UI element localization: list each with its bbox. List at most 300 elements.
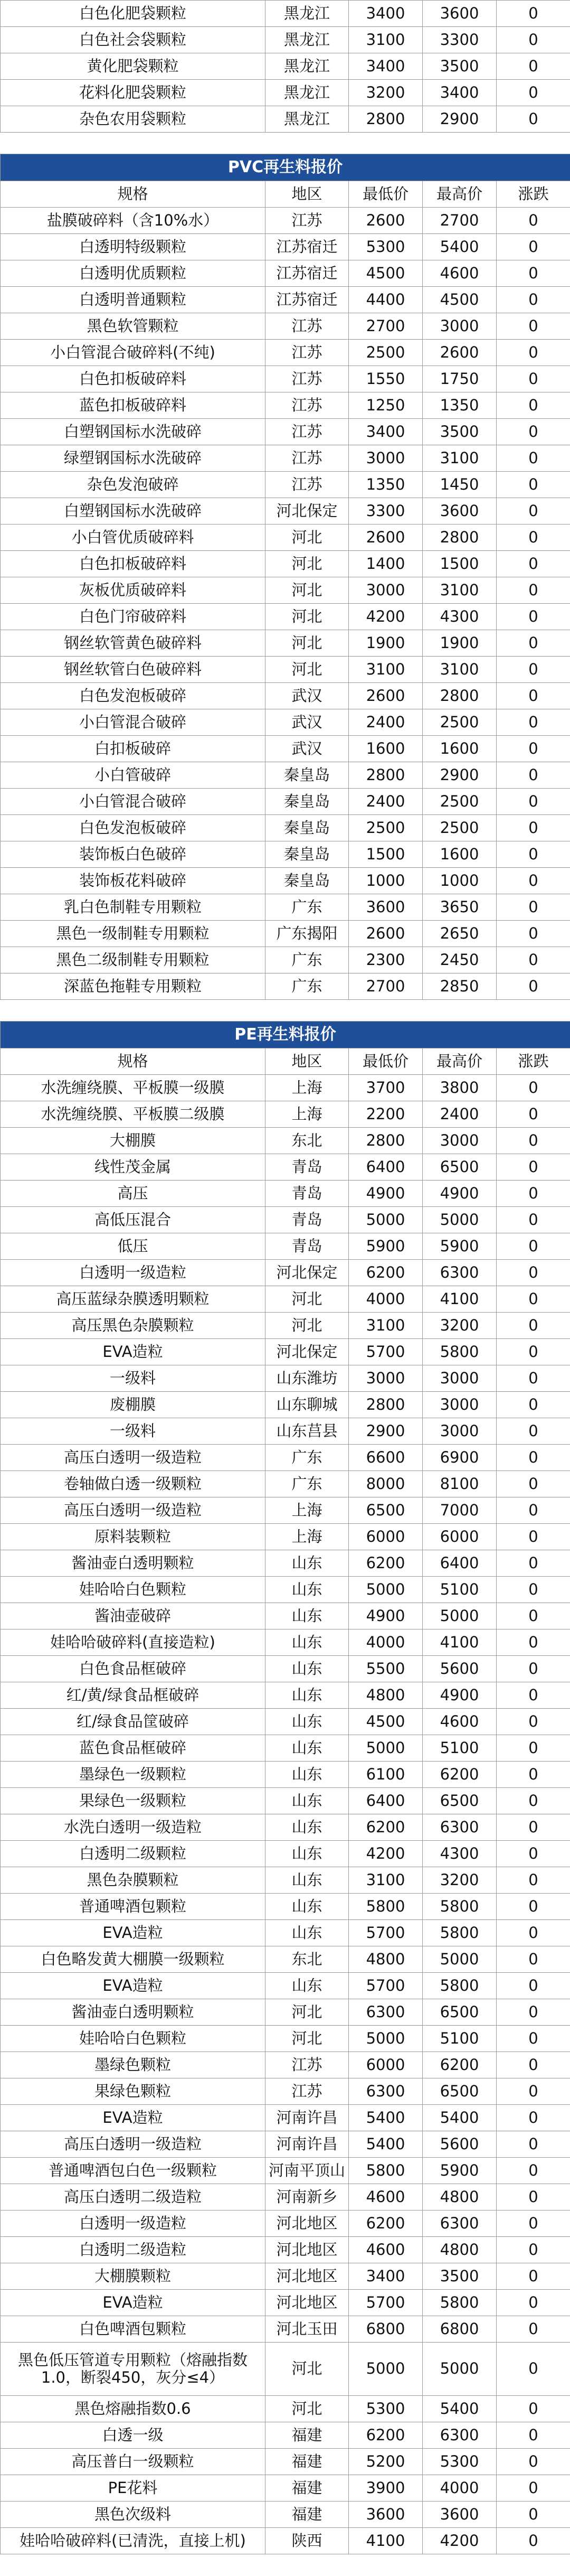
pe-max-price-cell: 3000 [423, 1365, 497, 1392]
pvc-max-price-cell: 1450 [423, 472, 497, 498]
pvc-region-cell: 河北 [265, 604, 349, 630]
pe-change-cell: 0 [497, 1999, 570, 2026]
pvc-max-price-cell: 1000 [423, 868, 497, 894]
pe-table-row [1, 1550, 570, 1577]
pe-spec-cell: 酱油壶白透明颗粒 [1, 1550, 265, 1577]
top-min-price-cell: 3400 [349, 53, 423, 80]
pe-min-price-cell: 2200 [349, 1101, 423, 1128]
pvc-min-price-cell: 4400 [349, 287, 423, 313]
pe-min-price-cell: 5000 [349, 2026, 423, 2052]
pe-change-cell: 0 [497, 1735, 570, 1762]
pvc-max-price-cell: 1900 [423, 630, 497, 657]
pe-table-row [1, 1497, 570, 1524]
pvc-spec-cell: 白色扣板破碎料 [1, 366, 265, 392]
pe-region-cell: 山东 [265, 1735, 349, 1762]
pe-change-cell: 0 [497, 2078, 570, 2105]
pvc-header-min-price: 最低价 [349, 181, 423, 208]
pe-table-row [1, 1207, 570, 1233]
pvc-table-row [1, 366, 570, 392]
pvc-region-cell: 河北保定 [265, 498, 349, 524]
pvc-spec-cell: 白色发泡板破碎 [1, 815, 265, 841]
section-gap [0, 1000, 570, 1021]
pe-change-cell: 0 [497, 1207, 570, 1233]
pe-region-cell: 福建 [265, 2475, 349, 2502]
pe-region-cell: 山东 [265, 1920, 349, 1946]
pe-table-row [1, 2422, 570, 2449]
pvc-region-cell: 江苏宿迁 [265, 260, 349, 287]
pe-min-price-cell: 6300 [349, 2078, 423, 2105]
pe-table-row [1, 1075, 570, 1101]
pe-region-cell: 河北地区 [265, 2237, 349, 2263]
pe-max-price-cell: 5600 [423, 2131, 497, 2158]
pvc-max-price-cell: 2800 [423, 683, 497, 709]
pe-region-cell: 山东 [265, 1577, 349, 1603]
pe-spec-cell: 高压白透明一级造粒 [1, 2131, 265, 2158]
pe-change-cell: 0 [497, 2158, 570, 2184]
pe-spec-cell: 娃哈哈白色颗粒 [1, 1577, 265, 1603]
pvc-table-body [1, 208, 570, 1000]
pe-spec-cell: 白透明二级颗粒 [1, 1841, 265, 1867]
pe-table-row [1, 2396, 570, 2422]
pvc-table-row [1, 815, 570, 841]
pvc-header-row [1, 181, 570, 208]
pe-spec-cell: 水洗缠绕膜、平板膜二级膜 [1, 1101, 265, 1128]
pe-region-cell: 广东 [265, 1445, 349, 1471]
top-max-price-cell: 3500 [423, 53, 497, 80]
pvc-change-cell: 0 [497, 683, 570, 709]
pvc-table-row [1, 657, 570, 683]
pvc-header-change: 涨跌 [497, 181, 570, 208]
pvc-table-row [1, 260, 570, 287]
pe-table-row [1, 2449, 570, 2475]
pe-change-cell: 0 [497, 1075, 570, 1101]
pe-table-row [1, 2210, 570, 2237]
top-spec-cell: 黄化肥袋颗粒 [1, 53, 265, 80]
pvc-region-cell: 秦皇岛 [265, 789, 349, 815]
pe-change-cell: 0 [497, 1365, 570, 1392]
pe-min-price-cell: 6400 [349, 1154, 423, 1181]
pvc-max-price-cell: 1600 [423, 736, 497, 762]
pvc-change-cell: 0 [497, 472, 570, 498]
pe-table-row [1, 1392, 570, 1418]
pe-title-row [1, 1022, 570, 1048]
top-max-price-cell: 3400 [423, 80, 497, 106]
pe-spec-cell: EVA造粒 [1, 2105, 265, 2131]
pe-spec-cell: 白色食品框破碎 [1, 1656, 265, 1682]
pvc-max-price-cell: 3000 [423, 313, 497, 340]
pe-min-price-cell: 6300 [349, 1999, 423, 2026]
pe-max-price-cell: 4600 [423, 1709, 497, 1735]
pe-change-cell: 0 [497, 2316, 570, 2343]
pe-region-cell: 山东 [265, 1709, 349, 1735]
pe-min-price-cell: 3100 [349, 1867, 423, 1894]
pvc-max-price-cell: 1600 [423, 841, 497, 868]
pe-min-price-cell: 5000 [349, 1735, 423, 1762]
pe-change-cell: 0 [497, 2396, 570, 2422]
pe-change-cell: 0 [497, 1392, 570, 1418]
pe-max-price-cell: 5300 [423, 2449, 497, 2475]
pvc-change-cell: 0 [497, 419, 570, 445]
pvc-table-row [1, 208, 570, 234]
pvc-price-table [0, 154, 570, 1000]
pe-min-price-cell: 6200 [349, 1814, 423, 1841]
pvc-max-price-cell: 1350 [423, 392, 497, 419]
pe-spec-cell: 一级料 [1, 1418, 265, 1445]
pvc-change-cell: 0 [497, 577, 570, 604]
pvc-change-cell: 0 [497, 841, 570, 868]
pvc-max-price-cell: 2800 [423, 524, 497, 551]
pe-change-cell: 0 [497, 1286, 570, 1313]
pe-spec-cell: 高压白透明一级造粒 [1, 1497, 265, 1524]
pe-region-cell: 山东 [265, 1762, 349, 1788]
pe-min-price-cell: 5300 [349, 2396, 423, 2422]
pe-min-price-cell: 6400 [349, 1788, 423, 1814]
pvc-spec-cell: 白透明特级颗粒 [1, 234, 265, 260]
pe-table-row [1, 2078, 570, 2105]
top-max-price-cell: 3600 [423, 1, 497, 27]
pe-max-price-cell: 5600 [423, 1656, 497, 1682]
pe-spec-cell: 白色啤酒包颗粒 [1, 2316, 265, 2343]
pe-spec-cell: 娃哈哈白色颗粒 [1, 2026, 265, 2052]
pe-spec-cell: 白透明一级造粒 [1, 1260, 265, 1286]
pe-region-cell: 山东聊城 [265, 1392, 349, 1418]
pe-change-cell: 0 [497, 1920, 570, 1946]
pvc-change-cell: 0 [497, 630, 570, 657]
pe-max-price-cell: 4000 [423, 2475, 497, 2502]
pe-change-cell: 0 [497, 2105, 570, 2131]
pe-spec-cell: 高压普白一级颗粒 [1, 2449, 265, 2475]
pvc-region-cell: 江苏宿迁 [265, 287, 349, 313]
pe-table-row [1, 1735, 570, 1762]
pvc-change-cell: 0 [497, 366, 570, 392]
pe-table-row [1, 1445, 570, 1471]
pvc-min-price-cell: 1400 [349, 551, 423, 577]
pe-spec-cell: 果绿色一级颗粒 [1, 1788, 265, 1814]
pvc-min-price-cell: 2800 [349, 762, 423, 789]
pvc-header-spec: 规格 [1, 181, 265, 208]
pe-section-title: PE再生料报价 [1, 1022, 570, 1048]
pe-min-price-cell: 5000 [349, 1577, 423, 1603]
pe-table-row [1, 1814, 570, 1841]
pe-change-cell: 0 [497, 2449, 570, 2475]
pvc-region-cell: 河北 [265, 630, 349, 657]
pe-spec-cell: 高压 [1, 1181, 265, 1207]
pe-max-price-cell: 6300 [423, 2210, 497, 2237]
pe-change-cell: 0 [497, 2422, 570, 2449]
pe-region-cell: 福建 [265, 2422, 349, 2449]
pvc-table-row [1, 789, 570, 815]
pe-min-price-cell: 5800 [349, 1894, 423, 1920]
pe-table-row [1, 1313, 570, 1339]
pe-region-cell: 广东 [265, 1471, 349, 1497]
pvc-region-cell: 秦皇岛 [265, 868, 349, 894]
pe-table-row [1, 1841, 570, 1867]
top-change-cell: 0 [497, 53, 570, 80]
pe-change-cell: 0 [497, 1603, 570, 1629]
top-table-row [1, 106, 570, 133]
pe-region-cell: 山东 [265, 1629, 349, 1656]
pe-region-cell: 福建 [265, 2449, 349, 2475]
pvc-change-cell: 0 [497, 287, 570, 313]
pvc-min-price-cell: 1600 [349, 736, 423, 762]
pe-max-price-cell: 6300 [423, 1814, 497, 1841]
pe-max-price-cell: 3500 [423, 2263, 497, 2290]
pe-change-cell: 0 [497, 1709, 570, 1735]
pvc-min-price-cell: 4500 [349, 260, 423, 287]
pe-min-price-cell: 5700 [349, 2290, 423, 2316]
pe-region-cell: 上海 [265, 1101, 349, 1128]
pvc-max-price-cell: 3600 [423, 498, 497, 524]
pe-min-price-cell: 5000 [349, 1207, 423, 1233]
top-spec-cell: 花料化肥袋颗粒 [1, 80, 265, 106]
pvc-table-row [1, 921, 570, 947]
pe-spec-cell: 酱油壶破碎 [1, 1603, 265, 1629]
pe-min-price-cell: 4900 [349, 1181, 423, 1207]
pe-table-row [1, 2026, 570, 2052]
pe-table-row [1, 2184, 570, 2210]
pe-change-cell: 0 [497, 2290, 570, 2316]
pvc-table-row [1, 577, 570, 604]
pe-spec-cell: 大棚膜颗粒 [1, 2263, 265, 2290]
pe-max-price-cell: 4100 [423, 1286, 497, 1313]
pe-region-cell: 河北地区 [265, 2210, 349, 2237]
pe-table-row [1, 1629, 570, 1656]
pe-max-price-cell: 6300 [423, 1260, 497, 1286]
pe-spec-cell: 低压 [1, 1233, 265, 1260]
pe-max-price-cell: 5100 [423, 1735, 497, 1762]
pe-table-row [1, 1471, 570, 1497]
pvc-max-price-cell: 2500 [423, 815, 497, 841]
pvc-spec-cell: 乳白色制鞋专用颗粒 [1, 894, 265, 921]
top-change-cell: 0 [497, 106, 570, 133]
pe-change-cell: 0 [497, 1550, 570, 1577]
pvc-min-price-cell: 3000 [349, 445, 423, 472]
pvc-change-cell: 0 [497, 657, 570, 683]
pvc-max-price-cell: 3650 [423, 894, 497, 921]
pvc-min-price-cell: 3300 [349, 498, 423, 524]
pe-header-region: 地区 [265, 1048, 349, 1075]
top-region-cell: 黑龙江 [265, 27, 349, 53]
pvc-region-cell: 广东 [265, 973, 349, 1000]
pvc-spec-cell: 白塑钢国标水洗破碎 [1, 498, 265, 524]
pvc-header-max-price: 最高价 [423, 181, 497, 208]
pe-region-cell: 河北 [265, 1286, 349, 1313]
pe-change-cell: 0 [497, 2475, 570, 2502]
pe-min-price-cell: 4600 [349, 2237, 423, 2263]
pe-spec-cell: 大棚膜 [1, 1128, 265, 1154]
pe-max-price-cell: 4300 [423, 1841, 497, 1867]
pe-spec-cell: 黑色次级料 [1, 2502, 265, 2528]
pvc-table-row [1, 604, 570, 630]
pe-spec-cell: 黑色熔融指数0.6 [1, 2396, 265, 2422]
pe-min-price-cell: 4200 [349, 1841, 423, 1867]
pvc-max-price-cell: 2500 [423, 709, 497, 736]
pe-change-cell: 0 [497, 1445, 570, 1471]
pvc-region-cell: 秦皇岛 [265, 815, 349, 841]
pe-max-price-cell: 6200 [423, 2052, 497, 2078]
pe-spec-cell: 白透明二级造粒 [1, 2237, 265, 2263]
pe-table-row [1, 1577, 570, 1603]
pe-min-price-cell: 5900 [349, 1233, 423, 1260]
top-max-price-cell: 3300 [423, 27, 497, 53]
pe-min-price-cell: 4600 [349, 2184, 423, 2210]
pe-max-price-cell: 3200 [423, 1867, 497, 1894]
pvc-min-price-cell: 2300 [349, 947, 423, 973]
pvc-max-price-cell: 2700 [423, 208, 497, 234]
pvc-region-cell: 江苏宿迁 [265, 234, 349, 260]
pvc-spec-cell: 钢丝软管白色破碎料 [1, 657, 265, 683]
pe-spec-cell: 白透明一级造粒 [1, 2210, 265, 2237]
pvc-table-row [1, 392, 570, 419]
pe-region-cell: 河北玉田 [265, 2316, 349, 2343]
pe-change-cell: 0 [497, 1682, 570, 1709]
pvc-change-cell: 0 [497, 551, 570, 577]
pe-min-price-cell: 4800 [349, 1946, 423, 1973]
pe-table-row [1, 1603, 570, 1629]
pvc-change-cell: 0 [497, 868, 570, 894]
top-region-cell: 黑龙江 [265, 1, 349, 27]
pe-table-row [1, 1682, 570, 1709]
top-min-price-cell: 3200 [349, 80, 423, 106]
pe-min-price-cell: 6100 [349, 1762, 423, 1788]
pvc-table-row [1, 234, 570, 260]
pvc-table-row [1, 947, 570, 973]
top-min-price-cell: 2800 [349, 106, 423, 133]
pe-spec-cell: EVA造粒 [1, 1973, 265, 1999]
pe-price-table [0, 1021, 570, 2554]
pvc-max-price-cell: 1500 [423, 551, 497, 577]
pvc-min-price-cell: 3100 [349, 657, 423, 683]
pe-max-price-cell: 6000 [423, 1524, 497, 1550]
pvc-max-price-cell: 1750 [423, 366, 497, 392]
pe-max-price-cell: 5000 [423, 1603, 497, 1629]
pvc-table-row [1, 973, 570, 1000]
pvc-spec-cell: 白色发泡板破碎 [1, 683, 265, 709]
pe-max-price-cell: 5900 [423, 2158, 497, 2184]
pe-change-cell: 0 [497, 1629, 570, 1656]
pe-max-price-cell: 5800 [423, 1973, 497, 1999]
pvc-region-cell: 江苏 [265, 472, 349, 498]
pvc-region-cell: 广东揭阳 [265, 921, 349, 947]
pe-region-cell: 河北 [265, 2026, 349, 2052]
pvc-min-price-cell: 2500 [349, 815, 423, 841]
pvc-table-row [1, 340, 570, 366]
pvc-spec-cell: 白透明优质颗粒 [1, 260, 265, 287]
pvc-min-price-cell: 5300 [349, 234, 423, 260]
pvc-min-price-cell: 1250 [349, 392, 423, 419]
pvc-table-row [1, 762, 570, 789]
top-spec-cell: 杂色农用袋颗粒 [1, 106, 265, 133]
pe-change-cell: 0 [497, 2237, 570, 2263]
pvc-min-price-cell: 2400 [349, 789, 423, 815]
pvc-spec-cell: 黑色软管颗粒 [1, 313, 265, 340]
pe-min-price-cell: 3400 [349, 2263, 423, 2290]
pvc-table-row [1, 313, 570, 340]
pe-spec-cell: 原料装颗粒 [1, 1524, 265, 1550]
pvc-table-row [1, 683, 570, 709]
pe-region-cell: 河北 [265, 1313, 349, 1339]
pe-table-row [1, 1973, 570, 1999]
pvc-table-row [1, 287, 570, 313]
pe-max-price-cell: 6400 [423, 1550, 497, 1577]
pe-min-price-cell: 6200 [349, 1550, 423, 1577]
pe-min-price-cell: 5700 [349, 1920, 423, 1946]
pvc-min-price-cell: 2600 [349, 921, 423, 947]
pvc-region-cell: 江苏 [265, 419, 349, 445]
pe-change-cell: 0 [497, 1128, 570, 1154]
pe-min-price-cell: 4100 [349, 2528, 423, 2554]
pvc-change-cell: 0 [497, 894, 570, 921]
pe-spec-cell: 酱油壶白透明颗粒 [1, 1999, 265, 2026]
pe-region-cell: 山东莒县 [265, 1418, 349, 1445]
pe-spec-cell: 高压白透明一级造粒 [1, 1445, 265, 1471]
pe-change-cell: 0 [497, 1233, 570, 1260]
pvc-min-price-cell: 3600 [349, 894, 423, 921]
pe-table-row [1, 2502, 570, 2528]
pe-header-row [1, 1048, 570, 1075]
pe-min-price-cell: 3900 [349, 2475, 423, 2502]
pe-spec-cell: 墨绿色颗粒 [1, 2052, 265, 2078]
pe-change-cell: 0 [497, 1788, 570, 1814]
pvc-table-row [1, 524, 570, 551]
pe-table-row [1, 1181, 570, 1207]
pvc-max-price-cell: 4600 [423, 260, 497, 287]
pe-region-cell: 河南平顶山 [265, 2158, 349, 2184]
pvc-spec-cell: 小白管混合破碎 [1, 709, 265, 736]
pvc-spec-cell: 钢丝软管黄色破碎料 [1, 630, 265, 657]
pvc-region-cell: 武汉 [265, 709, 349, 736]
pe-region-cell: 山东 [265, 1550, 349, 1577]
pe-max-price-cell: 5800 [423, 1920, 497, 1946]
pvc-change-cell: 0 [497, 234, 570, 260]
pe-table-row [1, 1154, 570, 1181]
pe-region-cell: 河北保定 [265, 1339, 349, 1365]
top-spec-cell: 白色化肥袋颗粒 [1, 1, 265, 27]
pvc-max-price-cell: 2500 [423, 789, 497, 815]
pe-max-price-cell: 5800 [423, 1339, 497, 1365]
top-min-price-cell: 3400 [349, 1, 423, 27]
pe-spec-cell: 水洗缠绕膜、平板膜一级膜 [1, 1075, 265, 1101]
pe-max-price-cell: 3000 [423, 1392, 497, 1418]
pe-change-cell: 0 [497, 2263, 570, 2290]
pe-change-cell: 0 [497, 1339, 570, 1365]
pe-change-cell: 0 [497, 1577, 570, 1603]
pe-min-price-cell: 6200 [349, 2422, 423, 2449]
pvc-change-cell: 0 [497, 815, 570, 841]
pe-spec-cell: 娃哈哈破碎料(直接造粒) [1, 1629, 265, 1656]
pe-max-price-cell: 4900 [423, 1682, 497, 1709]
pvc-spec-cell: 小白管破碎 [1, 762, 265, 789]
top-change-cell: 0 [497, 27, 570, 53]
pe-table-row [1, 1524, 570, 1550]
pvc-spec-cell: 小白管优质破碎料 [1, 524, 265, 551]
pe-min-price-cell: 5700 [349, 1973, 423, 1999]
pvc-change-cell: 0 [497, 445, 570, 472]
pe-table-row [1, 2475, 570, 2502]
pe-spec-cell: EVA造粒 [1, 1920, 265, 1946]
top-table-row [1, 1, 570, 27]
pe-min-price-cell: 2900 [349, 1418, 423, 1445]
pvc-section-title: PVC再生料报价 [1, 154, 570, 181]
pvc-region-cell: 秦皇岛 [265, 841, 349, 868]
pvc-min-price-cell: 1000 [349, 868, 423, 894]
pe-max-price-cell: 5400 [423, 2105, 497, 2131]
pe-region-cell: 河南新乡 [265, 2184, 349, 2210]
pvc-region-cell: 广东 [265, 894, 349, 921]
pe-max-price-cell: 3000 [423, 1418, 497, 1445]
pe-change-cell: 0 [497, 2528, 570, 2554]
pvc-region-cell: 江苏 [265, 340, 349, 366]
